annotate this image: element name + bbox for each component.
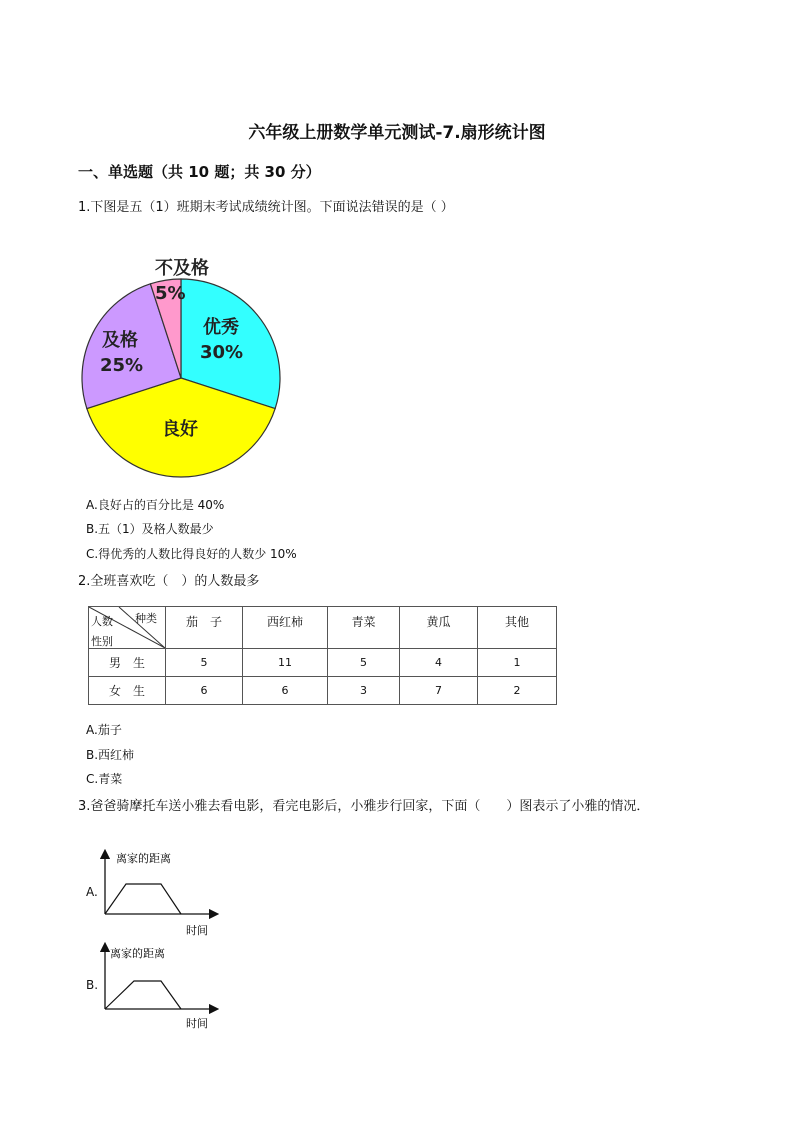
table-cell: 11 (243, 649, 328, 677)
table-corner-cell (89, 607, 166, 649)
table-row-label: 女 生 (89, 677, 166, 705)
page-title: 六年级上册数学单元测试-7.扇形统计图 (248, 123, 546, 143)
table-cell: 3 (328, 677, 400, 705)
pie-label-pass-name: 及格 (102, 330, 138, 351)
graph-b (96, 939, 226, 1031)
pie-label-excellent-name: 优秀 (203, 317, 239, 338)
table-header-row (89, 607, 557, 649)
graph-b-xlabel: 时间 (186, 1017, 208, 1030)
table-row-label: 男 生 (89, 649, 166, 677)
pie-label-fail-name: 不及格 (155, 258, 209, 279)
q2-option-a: A.茄子 (86, 723, 122, 737)
table-cell: 7 (400, 677, 478, 705)
table-header-cell: 黄瓜 (400, 607, 478, 649)
q2-option-b: B.西红柿 (86, 748, 135, 762)
graph-b-line (105, 981, 181, 1009)
question-3-text: 3.爸爸骑摩托车送小雅去看电影，看完电影后，小雅步行回家，下面（ ）图表示了小雅的情况． (78, 799, 650, 814)
question-2-text: 2.全班喜欢吃（ ）的人数最多 (78, 574, 260, 589)
pie-label-excellent-value: 30% (200, 342, 244, 363)
q2-option-c: C.青菜 (86, 772, 123, 786)
table-cell: 2 (478, 677, 557, 705)
corner-label-count: 人数 (91, 615, 113, 628)
q1-option-b: B.五（1）及格人数最少 (86, 522, 214, 536)
graph-b-option-label: B. (86, 978, 99, 992)
graph-a-ylabel: 离家的距离 (116, 852, 171, 865)
table-row (89, 649, 557, 677)
table-cell: 6 (166, 677, 243, 705)
graph-a-xlabel: 时间 (186, 924, 208, 937)
graph-a-line (105, 884, 181, 914)
corner-label-type: 种类 (135, 612, 157, 625)
q1-option-c: C.得优秀的人数比得良好的人数少 10% (86, 547, 297, 561)
table-cell: 1 (478, 649, 557, 677)
question-1-text: 1.下图是五（1）班期末考试成绩统计图。下面说法错误的是（ ） (78, 200, 454, 215)
table-header-cell: 西红柿 (243, 607, 328, 649)
graph-a (96, 846, 226, 938)
table-cell: 6 (243, 677, 328, 705)
graph-b-ylabel: 离家的距离 (110, 947, 165, 960)
table-cell: 5 (166, 649, 243, 677)
table-row (89, 677, 557, 705)
q1-option-a: A.良好占的百分比是 40% (86, 498, 225, 512)
vegetable-table (88, 606, 557, 705)
table-cell: 5 (328, 649, 400, 677)
table-header-cell: 其他 (478, 607, 557, 649)
pie-chart (70, 250, 300, 490)
pie-label-good-name: 良好 (162, 419, 198, 440)
graph-a-option-label: A. (86, 885, 98, 899)
table-cell: 4 (400, 649, 478, 677)
table-header-cell: 茄 子 (166, 607, 243, 649)
corner-label-gender: 性别 (91, 635, 113, 648)
pie-label-fail-value: 5% (155, 283, 186, 304)
table-header-cell: 青菜 (328, 607, 400, 649)
section-heading: 一、单选题（共 10 题；共 30 分） (78, 163, 321, 181)
pie-label-pass-value: 25% (100, 355, 144, 376)
